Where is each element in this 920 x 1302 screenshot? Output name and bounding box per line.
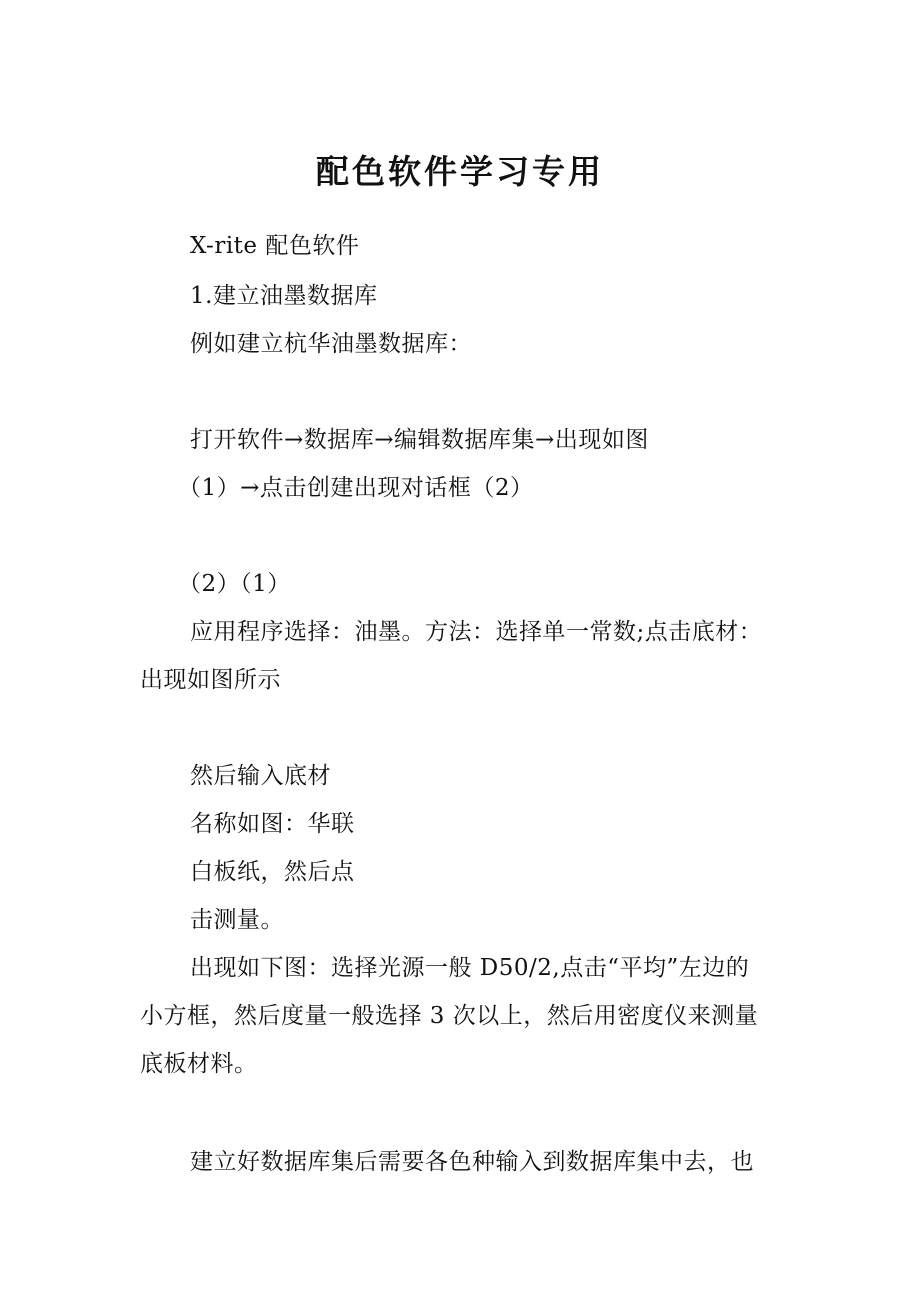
text-line-input-substrate: 然后输入底材 [190, 763, 331, 789]
text-line-white-board: 白板纸，然后点 [190, 859, 355, 885]
text-line-open-software: 打开软件→数据库→编辑数据库集→出现如图 [190, 427, 649, 453]
text-line-name-example: 名称如图：华联 [190, 811, 355, 837]
text-line-light-source: 出现如下图：选择光源一般 D50/2,点击“平均”左边的 [190, 955, 750, 981]
text-line-figure-refs: （2）（1） [178, 571, 291, 597]
text-line-software-name: X-rite 配色软件 [190, 233, 360, 259]
text-line-measure: 击测量。 [190, 907, 284, 933]
text-line-application-select: 应用程序选择：油墨。方法：选择单一常数;点击底材： [190, 619, 763, 645]
text-line-database-setup: 建立好数据库集后需要各色种输入到数据库集中去，也 [190, 1149, 754, 1175]
text-line-click-create: （1）→点击创建出现对话框（2） [178, 475, 534, 501]
text-line-measure-times: 小方框，然后度量一般选择 3 次以上，然后用密度仪来测量 [140, 1003, 759, 1029]
text-line-substrate-material: 底板材料。 [140, 1051, 258, 1077]
text-line-step-1: 1.建立油墨数据库 [190, 283, 378, 309]
text-line-example: 例如建立杭华油墨数据库： [190, 331, 472, 357]
text-line-figure-shown: 出现如图所示 [140, 667, 281, 693]
document-title: 配色软件学习专用 [316, 152, 604, 191]
